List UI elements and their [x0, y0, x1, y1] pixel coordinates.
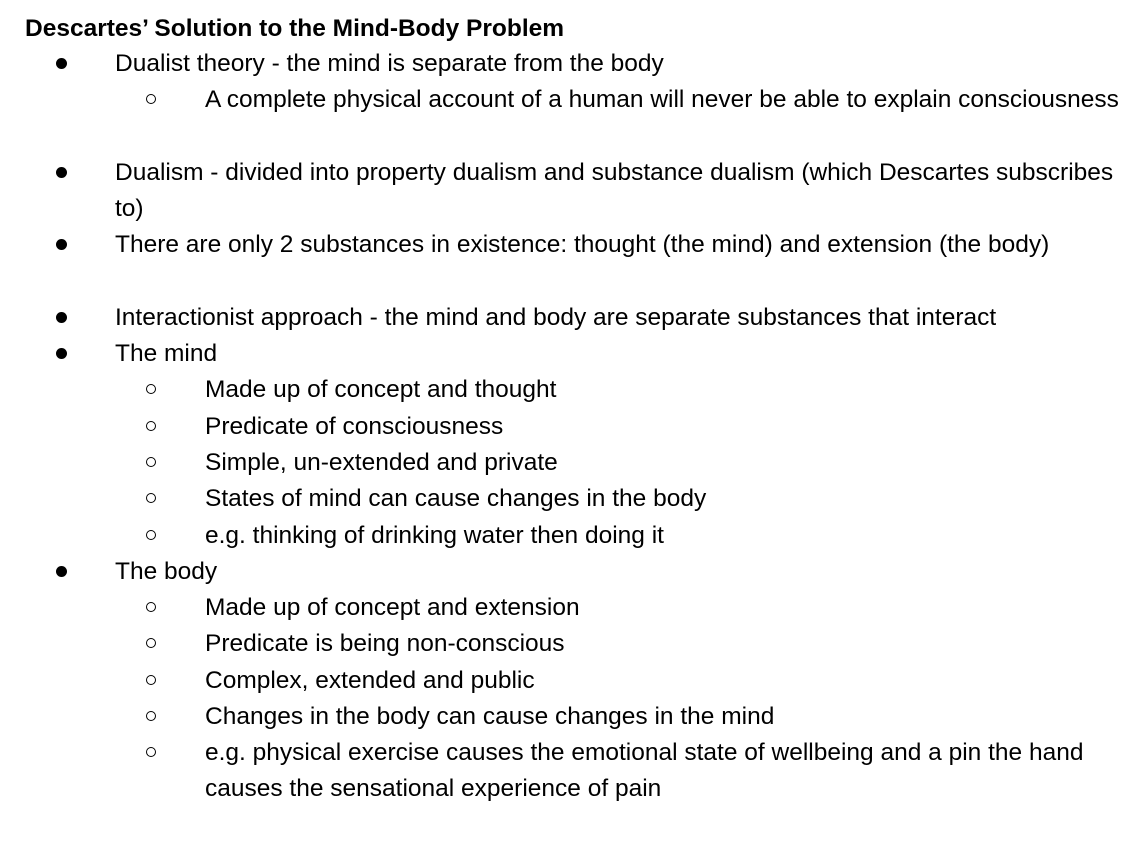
hollow-bullet-icon — [141, 372, 161, 408]
list-item-l1: The mind — [115, 340, 218, 367]
document-title: Descartes’ Solution to the Mind-Body Problem — [25, 15, 565, 42]
list-item-l1: Dualism - divided into property dualism and substance dualism (which Descartes subscribes to) — [115, 159, 1114, 223]
list-item-l2: Predicate of consciousness — [205, 413, 504, 440]
list-item-l1: Interactionist approach - the mind and body are separate substances that interact — [115, 304, 997, 331]
hollow-bullet-icon — [141, 626, 161, 662]
hollow-bullet-icon — [141, 663, 161, 699]
list-item-l2: Made up of concept and thought — [205, 376, 557, 403]
list-item-l1: There are only 2 substances in existence: thought (the mind) and extension (the body) — [115, 231, 1050, 258]
filled-bullet-icon — [51, 554, 71, 590]
hollow-bullet-icon — [141, 518, 161, 554]
hollow-bullet-icon — [141, 735, 161, 771]
hollow-bullet-icon — [141, 409, 161, 445]
list-item-l2: States of mind can cause changes in the body — [205, 485, 707, 512]
list-item-l2: Simple, un-extended and private — [205, 449, 558, 476]
list-item-l2: Complex, extended and public — [205, 667, 535, 694]
filled-bullet-icon — [51, 46, 71, 82]
filled-bullet-icon — [51, 336, 71, 372]
list-item-l2: A complete physical account of a human will never be able to explain consciousness — [205, 86, 1119, 113]
filled-bullet-icon — [51, 227, 71, 263]
hollow-bullet-icon — [141, 590, 161, 626]
list-item-l2: e.g. physical exercise causes the emotional state of wellbeing and a pin the hand causes the sensational experience of pain — [205, 739, 1084, 803]
list-item-l2: Made up of concept and extension — [205, 594, 580, 621]
list-item-l1: The body — [115, 558, 218, 585]
filled-bullet-icon — [51, 300, 71, 336]
hollow-bullet-icon — [141, 82, 161, 118]
list-item-l2: e.g. thinking of drinking water then doing it — [205, 522, 664, 549]
hollow-bullet-icon — [141, 699, 161, 735]
list-item-l1: Dualist theory - the mind is separate from the body — [115, 50, 664, 77]
list-item-l2: Predicate is being non-conscious — [205, 630, 565, 657]
list-item-l2: Changes in the body can cause changes in the mind — [205, 703, 775, 730]
filled-bullet-icon — [51, 155, 71, 191]
hollow-bullet-icon — [141, 445, 161, 481]
hollow-bullet-icon — [141, 481, 161, 517]
